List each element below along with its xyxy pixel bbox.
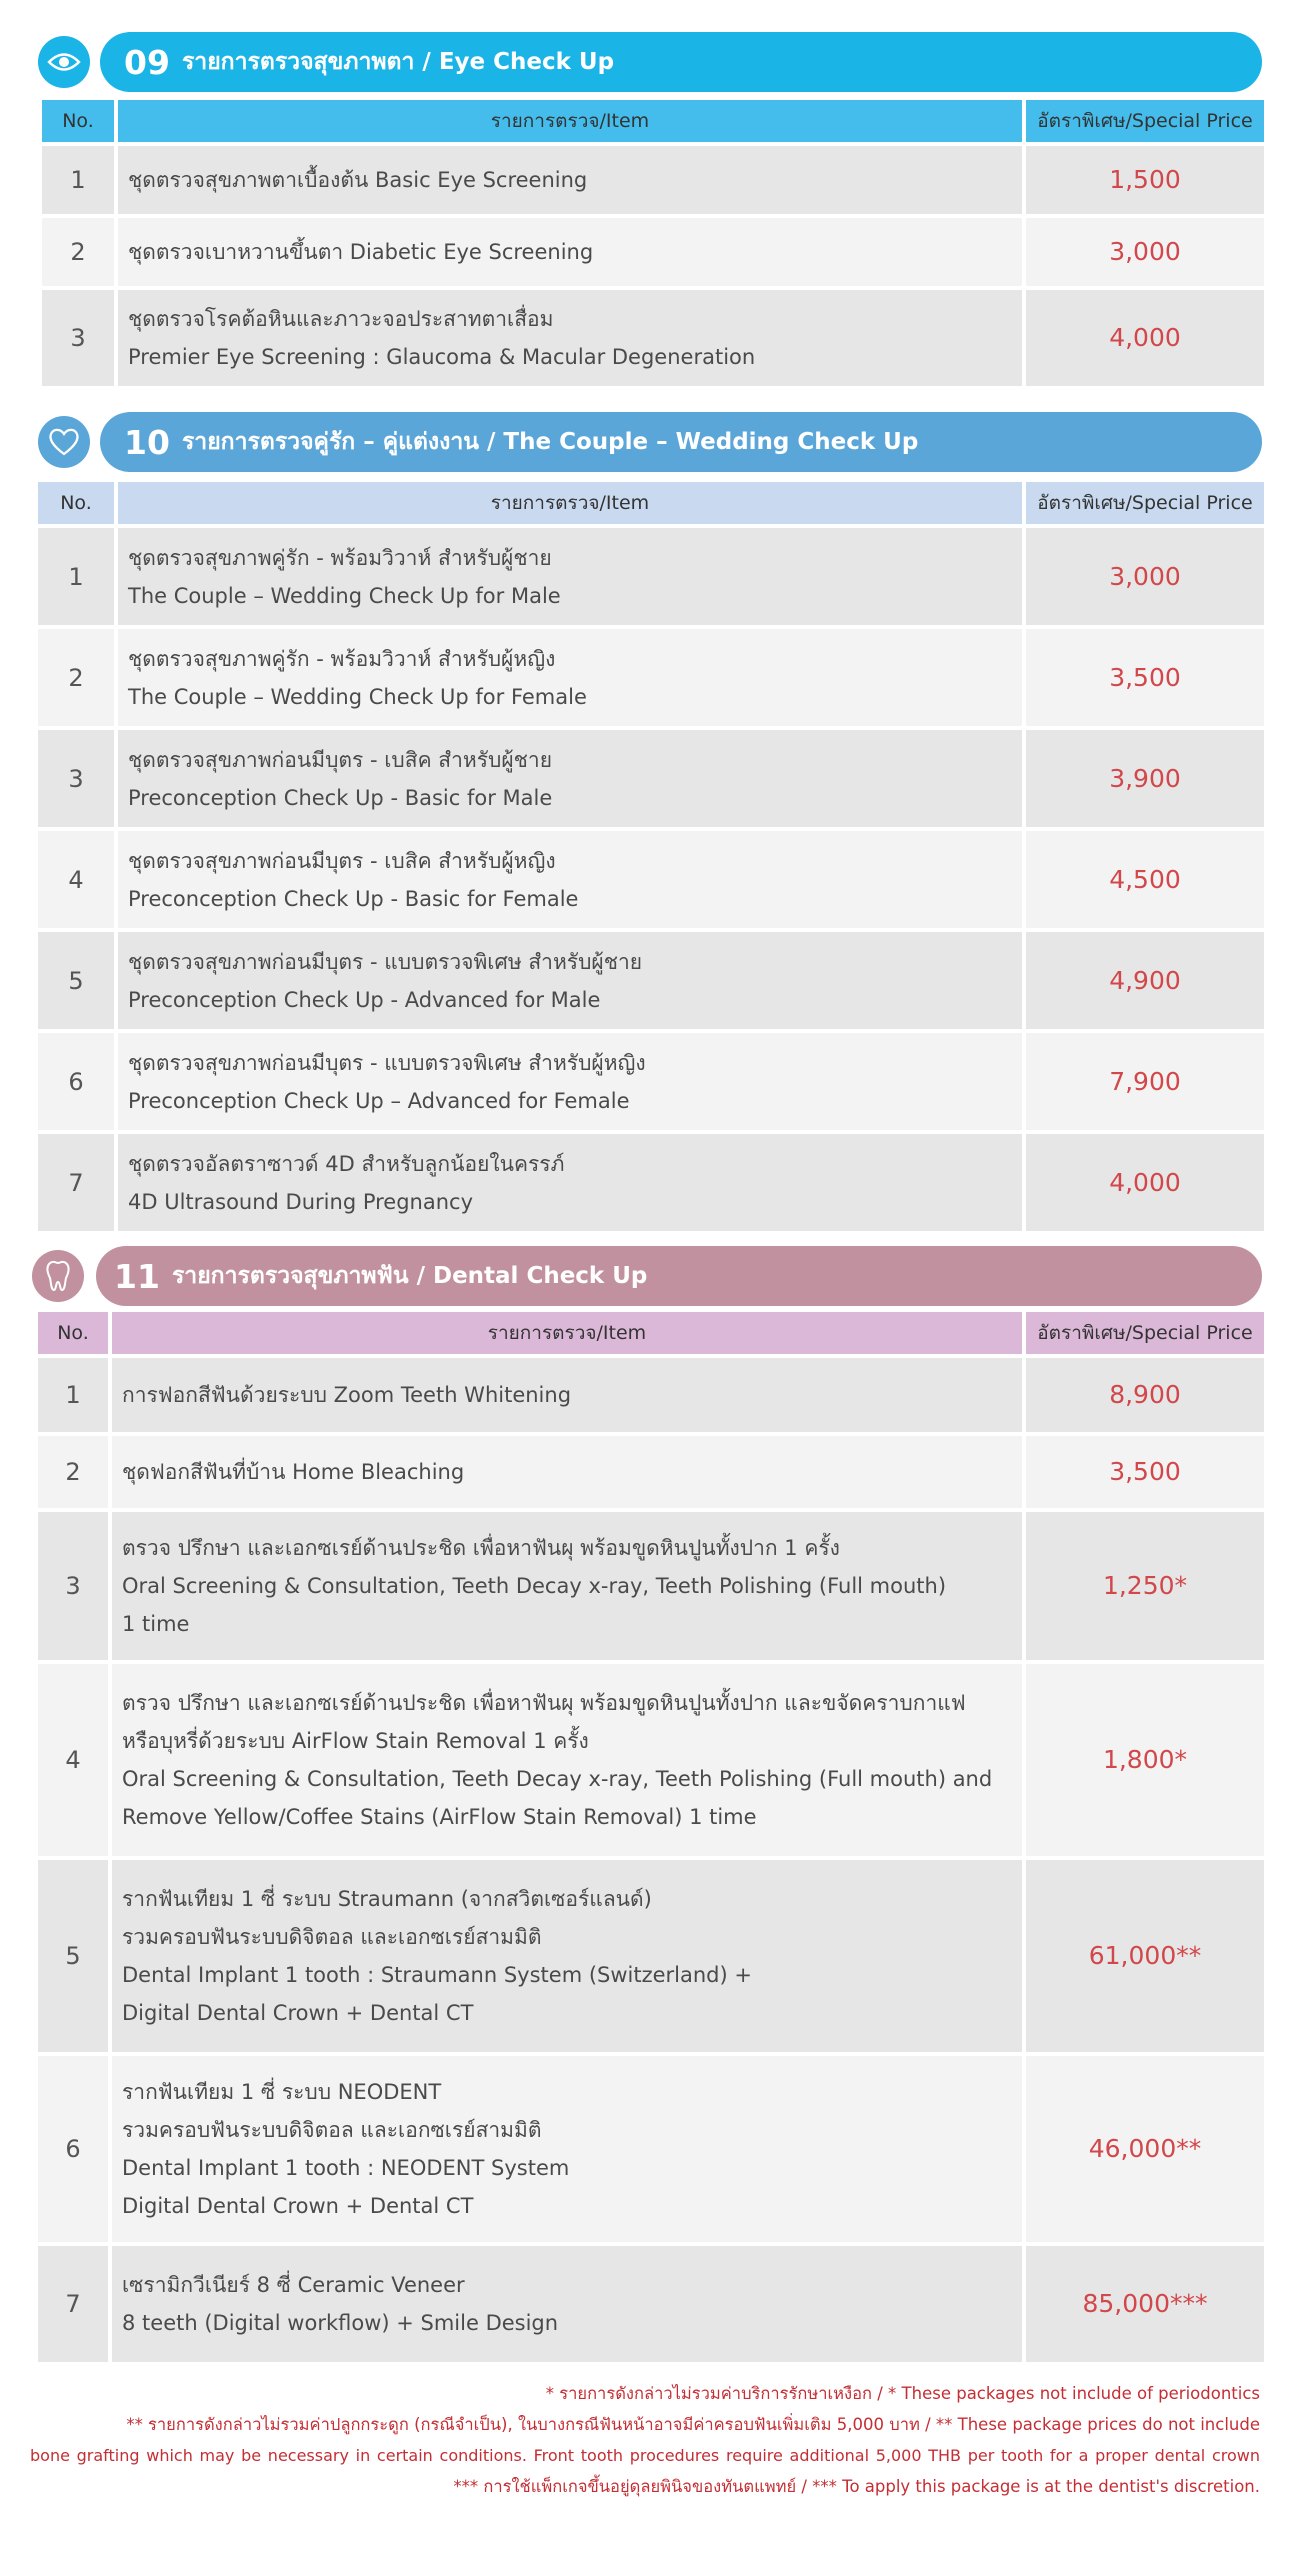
- row-price: 4,900: [1026, 932, 1264, 1029]
- item-line: 1 time: [122, 1612, 190, 1636]
- row-number: 3: [38, 730, 114, 827]
- item-line: หรือบุหรี่ด้วยระบบ AirFlow Stain Removal 1 ครั้ง: [122, 1729, 589, 1753]
- item-line: การฟอกสีฟันด้วยระบบ Zoom Teeth Whitening: [122, 1383, 572, 1407]
- column-header-item: รายการตรวจ/Item: [118, 482, 1022, 524]
- tooth-icon-badge: [32, 1250, 84, 1302]
- row-number: 3: [42, 290, 114, 386]
- footnotes: [30, 2378, 1260, 2502]
- row-item: [118, 629, 1022, 726]
- item-line: ชุดตรวจสุขภาพก่อนมีบุตร - เบสิค สำหรับผู้หญิง: [128, 848, 556, 873]
- table-row: [38, 629, 1264, 726]
- item-line: ชุดตรวจเบาหวานขึ้นตา Diabetic Eye Screening: [128, 240, 594, 264]
- item-line: 8 teeth (Digital workflow) + Smile Design: [122, 2311, 559, 2335]
- table-row: [38, 528, 1264, 625]
- table-row: [38, 831, 1264, 928]
- column-header-item: รายการตรวจ/Item: [112, 1312, 1022, 1354]
- row-number: 4: [38, 1664, 108, 1856]
- section-number: 09: [124, 42, 170, 82]
- item-line: Preconception Check Up - Basic for Female: [128, 886, 579, 911]
- row-price: 4,500: [1026, 831, 1264, 928]
- row-price: 1,500: [1026, 146, 1264, 214]
- table-header-row: [38, 482, 1264, 524]
- item-line: Premier Eye Screening : Glaucoma & Macular Degeneration: [128, 345, 756, 369]
- item-line: 4D Ultrasound During Pregnancy: [128, 1189, 474, 1214]
- row-item: [112, 2056, 1022, 2242]
- row-item: [112, 1436, 1022, 1508]
- item-line: Preconception Check Up – Advanced for Female: [128, 1088, 630, 1113]
- table-row: [38, 1033, 1264, 1130]
- item-line: The Couple – Wedding Check Up for Female: [128, 684, 587, 709]
- column-header-no: No.: [38, 482, 114, 524]
- row-item: [118, 932, 1022, 1029]
- eye-icon-badge: [38, 36, 90, 88]
- table-row: [42, 218, 1264, 286]
- row-number: 3: [38, 1512, 108, 1660]
- row-item: [118, 218, 1022, 286]
- row-number: 1: [42, 146, 114, 214]
- item-line: ชุดตรวจสุขภาพคู่รัก - พร้อมวิวาห์ สำหรับผู้ชาย: [128, 545, 552, 570]
- item-line: Preconception Check Up - Basic for Male: [128, 785, 553, 810]
- footnote: ** รายการดังกล่าวไม่รวมค่าปลูกกระดูก (กรณีจำเป็น), ในบางกรณีฟันหน้าอาจมีค่าครอบฟันเพิ่มเติม 5,000 บาท / ** These package prices do not include: [126, 2415, 1260, 2434]
- table-row: [38, 1436, 1264, 1508]
- table-row: [38, 2056, 1264, 2242]
- row-item: [118, 730, 1022, 827]
- row-price: 1,800*: [1026, 1664, 1264, 1856]
- row-item: [112, 1358, 1022, 1432]
- row-price: 4,000: [1026, 1134, 1264, 1231]
- row-number: 2: [38, 1436, 108, 1508]
- section-title-text: รายการตรวจสุขภาพตา / Eye Check Up: [181, 49, 615, 75]
- row-price: 3,900: [1026, 730, 1264, 827]
- column-header-price: อัตราพิเศษ/Special Price: [1026, 482, 1264, 524]
- row-number: 5: [38, 1860, 108, 2052]
- table-header-row: [42, 100, 1264, 142]
- table-row: [38, 1860, 1264, 2052]
- item-line: Dental Implant 1 tooth : NEODENT System: [122, 2156, 570, 2180]
- item-line: รวมครอบฟันระบบดิจิตอล และเอกซเรย์สามมิติ: [122, 2118, 542, 2142]
- item-line: ตรวจ ปรึกษา และเอกซเรย์ด้านประชิด เพื่อหาฟันผุ พร้อมขูดหินปูนทั้งปาก 1 ครั้ง: [122, 1536, 840, 1560]
- item-line: เซรามิกวีเนียร์ 8 ซี่ Ceramic Veneer: [122, 2273, 465, 2297]
- footnote: * รายการดังกล่าวไม่รวมค่าบริการรักษาเหงือก / * These packages not include of periodontics: [545, 2384, 1260, 2403]
- row-item: [112, 2246, 1022, 2362]
- column-header-item: รายการตรวจ/Item: [118, 100, 1022, 142]
- section-title: [124, 32, 614, 92]
- row-number: 4: [38, 831, 114, 928]
- row-item: [112, 1664, 1022, 1856]
- row-price: 8,900: [1026, 1358, 1264, 1432]
- item-line: ชุดตรวจสุขภาพก่อนมีบุตร - แบบตรวจพิเศษ สำหรับผู้หญิง: [128, 1050, 646, 1075]
- table-row: [38, 2246, 1264, 2362]
- section-title-text: รายการตรวจคู่รัก – คู่แต่งงาน / The Couple – Wedding Check Up: [181, 429, 919, 455]
- eye-price-table: [38, 96, 1268, 390]
- item-line: Digital Dental Crown + Dental CT: [122, 2194, 474, 2218]
- row-item: [118, 831, 1022, 928]
- row-item: [112, 1860, 1022, 2052]
- item-line: รวมครอบฟันระบบดิจิตอล และเอกซเรย์สามมิติ: [122, 1925, 542, 1949]
- heart-icon-badge: [38, 416, 90, 468]
- row-price: 3,500: [1026, 1436, 1264, 1508]
- row-number: 6: [38, 1033, 114, 1130]
- row-number: 5: [38, 932, 114, 1029]
- table-header-row: [38, 1312, 1264, 1354]
- row-item: [112, 1512, 1022, 1660]
- item-line: ชุดตรวจสุขภาพก่อนมีบุตร - แบบตรวจพิเศษ สำหรับผู้ชาย: [128, 949, 643, 974]
- row-item: [118, 146, 1022, 214]
- item-line: รากฟันเทียม 1 ซี่ ระบบ Straumann (จากสวิตเซอร์แลนด์): [122, 1887, 652, 1911]
- row-price: 7,900: [1026, 1033, 1264, 1130]
- row-item: [118, 1033, 1022, 1130]
- couple-price-table: [34, 478, 1268, 1235]
- column-header-price: อัตราพิเศษ/Special Price: [1026, 100, 1264, 142]
- item-line: Dental Implant 1 tooth : Straumann System (Switzerland) +: [122, 1963, 752, 1987]
- row-price: 61,000**: [1026, 1860, 1264, 2052]
- column-header-price: อัตราพิเศษ/Special Price: [1026, 1312, 1264, 1354]
- row-number: 6: [38, 2056, 108, 2242]
- section-title: [124, 412, 918, 472]
- row-number: 7: [38, 2246, 108, 2362]
- table-row: [38, 1134, 1264, 1231]
- row-number: 2: [42, 218, 114, 286]
- item-line: ชุดตรวจอัลตราซาวด์ 4D สำหรับลูกน้อยในครรภ์: [128, 1151, 565, 1176]
- item-line: ชุดตรวจสุขภาพก่อนมีบุตร - เบสิค สำหรับผู้ชาย: [128, 747, 553, 772]
- column-header-no: No.: [38, 1312, 108, 1354]
- item-line: ชุดตรวจโรคต้อหินและภาวะจอประสาทตาเสื่อม: [128, 307, 554, 331]
- row-item: [118, 1134, 1022, 1231]
- row-price: 3,000: [1026, 218, 1264, 286]
- table-row: [38, 1512, 1264, 1660]
- table-row: [38, 730, 1264, 827]
- row-item: [118, 290, 1022, 386]
- section-number: 10: [124, 422, 170, 462]
- row-price: 4,000: [1026, 290, 1264, 386]
- section-number: 11: [114, 1256, 160, 1296]
- tooth-icon: [45, 1260, 71, 1292]
- table-row: [38, 1664, 1264, 1856]
- row-price: 3,000: [1026, 528, 1264, 625]
- item-line: ชุดตรวจสุขภาพคู่รัก - พร้อมวิวาห์ สำหรับผู้หญิง: [128, 646, 556, 671]
- item-line: รากฟันเทียม 1 ซี่ ระบบ NEODENT: [122, 2080, 442, 2104]
- item-line: ตรวจ ปรึกษา และเอกซเรย์ด้านประชิด เพื่อหาฟันผุ พร้อมขูดหินปูนทั้งปาก และขจัดคราบกาแฟ: [122, 1691, 966, 1715]
- heart-icon: [48, 428, 80, 456]
- item-line: Digital Dental Crown + Dental CT: [122, 2001, 474, 2025]
- row-price: 3,500: [1026, 629, 1264, 726]
- row-number: 2: [38, 629, 114, 726]
- footnote: bone grafting which may be necessary in certain conditions. Front tooth procedures require additional 5,000 THB per tooth for a proper dental crown: [30, 2446, 1260, 2465]
- column-header-no: No.: [42, 100, 114, 142]
- footnote: *** การใช้แพ็กเกจขึ้นอยู่ดุลยพินิจของทันตแพทย์ / *** To apply this package is at the dentist's discretion.: [453, 2477, 1260, 2496]
- table-row: [38, 1358, 1264, 1432]
- table-row: [38, 932, 1264, 1029]
- item-line: ชุดตรวจสุขภาพตาเบื้องต้น Basic Eye Screening: [128, 168, 588, 192]
- row-number: 1: [38, 528, 114, 625]
- item-line: The Couple – Wedding Check Up for Male: [128, 583, 561, 608]
- row-number: 7: [38, 1134, 114, 1231]
- row-price: 1,250*: [1026, 1512, 1264, 1660]
- row-price: 46,000**: [1026, 2056, 1264, 2242]
- dental-price-table: [34, 1308, 1268, 2366]
- eye-icon: [47, 51, 81, 73]
- item-line: Preconception Check Up - Advanced for Male: [128, 987, 601, 1012]
- section-title: [114, 1246, 647, 1306]
- section-title-text: รายการตรวจสุขภาพฟัน / Dental Check Up: [171, 1263, 648, 1289]
- table-row: [42, 146, 1264, 214]
- row-price: 85,000***: [1026, 2246, 1264, 2362]
- row-item: [118, 528, 1022, 625]
- item-line: Oral Screening & Consultation, Teeth Decay x-ray, Teeth Polishing (Full mouth) and: [122, 1767, 993, 1791]
- item-line: Oral Screening & Consultation, Teeth Decay x-ray, Teeth Polishing (Full mouth): [122, 1574, 947, 1598]
- row-number: 1: [38, 1358, 108, 1432]
- table-row: [42, 290, 1264, 386]
- item-line: ชุดฟอกสีฟันที่บ้าน Home Bleaching: [122, 1460, 465, 1484]
- item-line: Remove Yellow/Coffee Stains (AirFlow Stain Removal) 1 time: [122, 1805, 757, 1829]
